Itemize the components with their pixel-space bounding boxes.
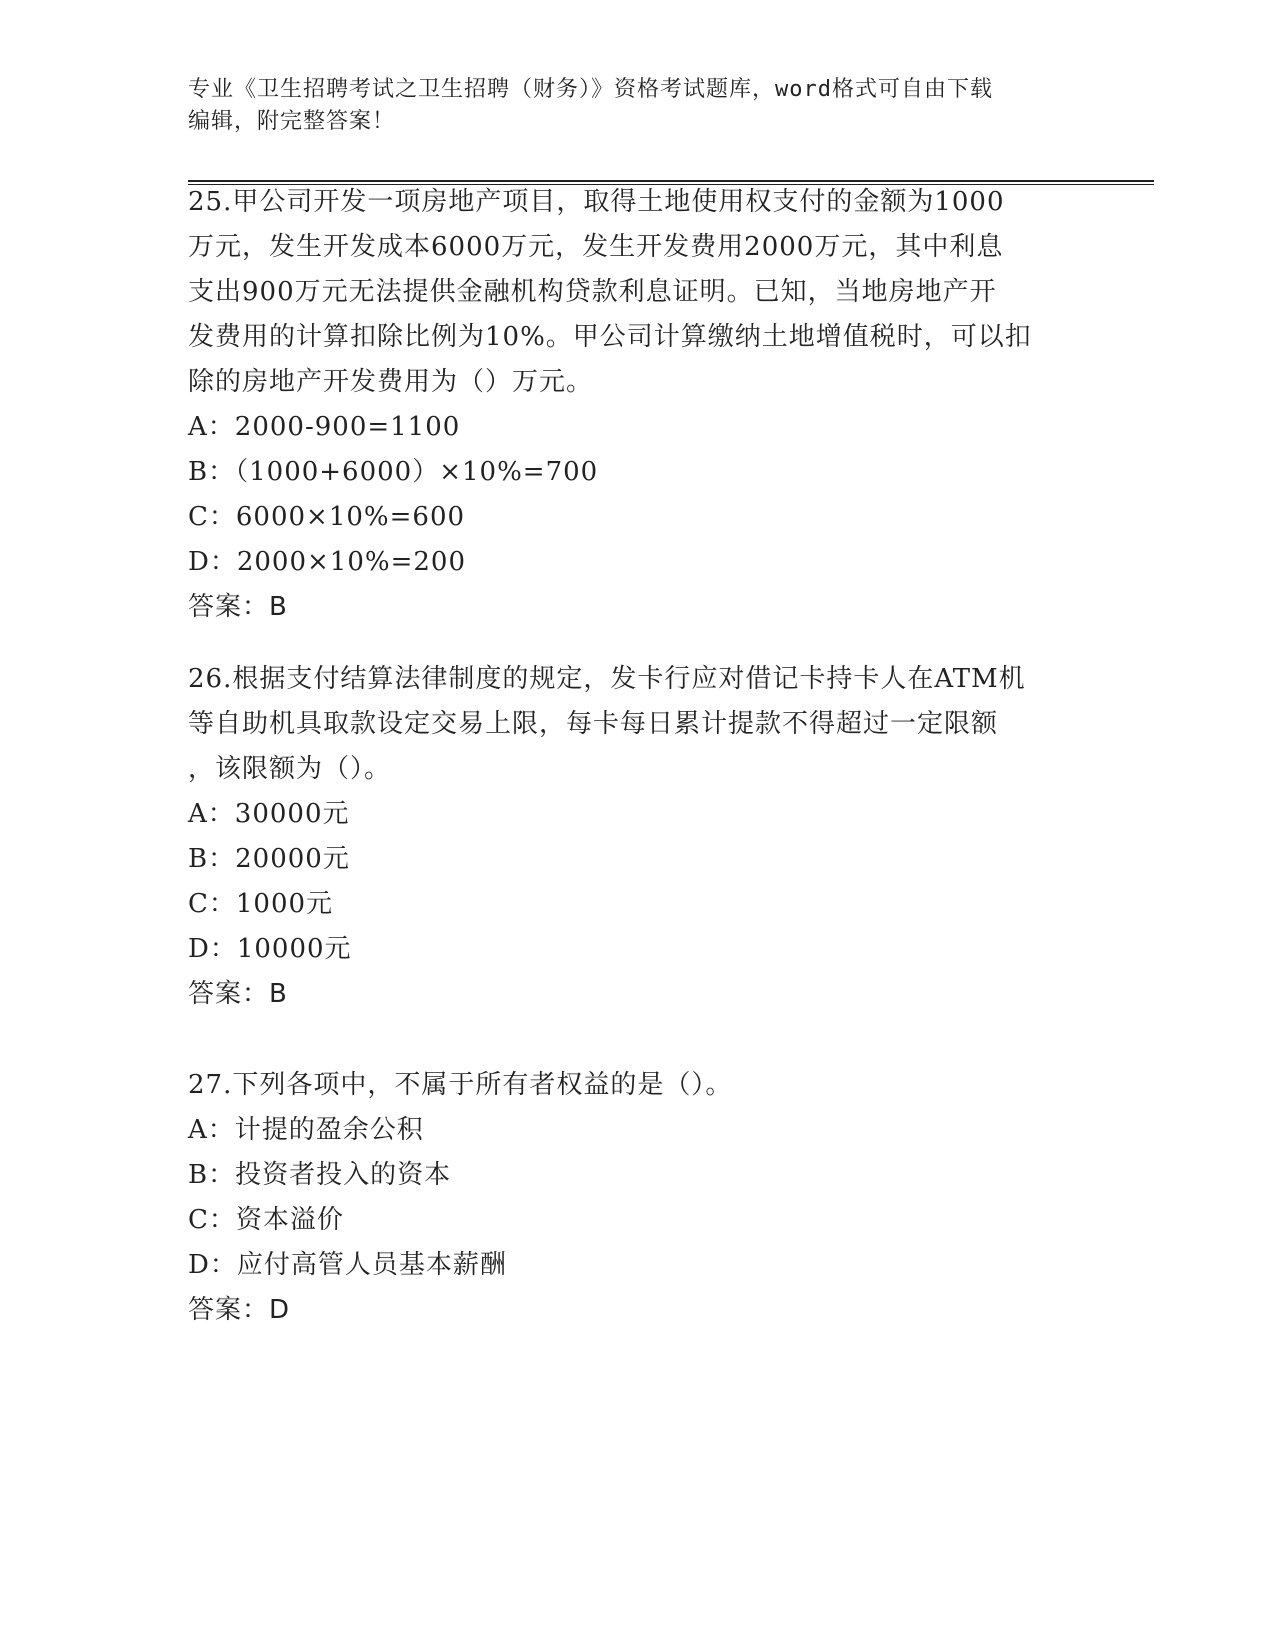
option-b: B：投资者投入的资本 [188, 1160, 452, 1190]
question-text-line: 25.甲公司开发一项房地产项目，取得土地使用权支付的金额为1000 [188, 187, 1005, 217]
question-25 [188, 180, 1088, 630]
option-a: A：2000-900=1100 [188, 412, 461, 442]
header-line-1: 专业《卫生招聘考试之卫生招聘（财务）》资格考试题库，word格式可自由下载 [188, 77, 993, 102]
option-a: A：计提的盈余公积 [188, 1115, 424, 1145]
question-text-line: 万元，发生开发成本6000万元，发生开发费用2000万元，其中利息 [188, 232, 1004, 262]
question-text-line: 发费用的计算扣除比例为10%。甲公司计算缴纳土地增值税时，可以扣 [188, 322, 1032, 352]
header-line-2: 编辑，附完整答案！ [188, 109, 396, 134]
question-26 [188, 657, 1088, 1017]
option-d: D：10000元 [188, 934, 352, 964]
question-text-line: 26.根据支付结算法律制度的规定，发卡行应对借记卡持卡人在ATM机 [188, 664, 1026, 694]
option-b: B：（1000+6000）×10%=700 [188, 457, 599, 487]
option-d: D：2000×10%=200 [188, 547, 466, 577]
answer-label: 答案：D [188, 1295, 291, 1325]
question-text-line: 支出900万元无法提供金融机构贷款利息证明。已知，当地房地产开 [188, 277, 997, 307]
question-text-line: 除的房地产开发费用为（）万元。 [188, 367, 594, 397]
question-text-line: 27.下列各项中，不属于所有者权益的是（）。 [188, 1070, 733, 1100]
option-c: C：6000×10%=600 [188, 502, 466, 532]
option-c: C：1000元 [188, 889, 334, 919]
question-text-line: 等自助机具取款设定交易上限，每卡每日累计提款不得超过一定限额 [188, 709, 999, 739]
option-d: D：应付高管人员基本薪酬 [188, 1250, 507, 1280]
question-27 [188, 1063, 1088, 1333]
document-header [188, 74, 1088, 138]
answer-label: 答案：B [188, 592, 288, 622]
question-text-line: ，该限额为（）。 [188, 754, 392, 784]
option-c: C：资本溢价 [188, 1205, 344, 1235]
option-b: B：20000元 [188, 844, 350, 874]
option-a: A：30000元 [188, 799, 350, 829]
answer-label: 答案：B [188, 979, 288, 1009]
